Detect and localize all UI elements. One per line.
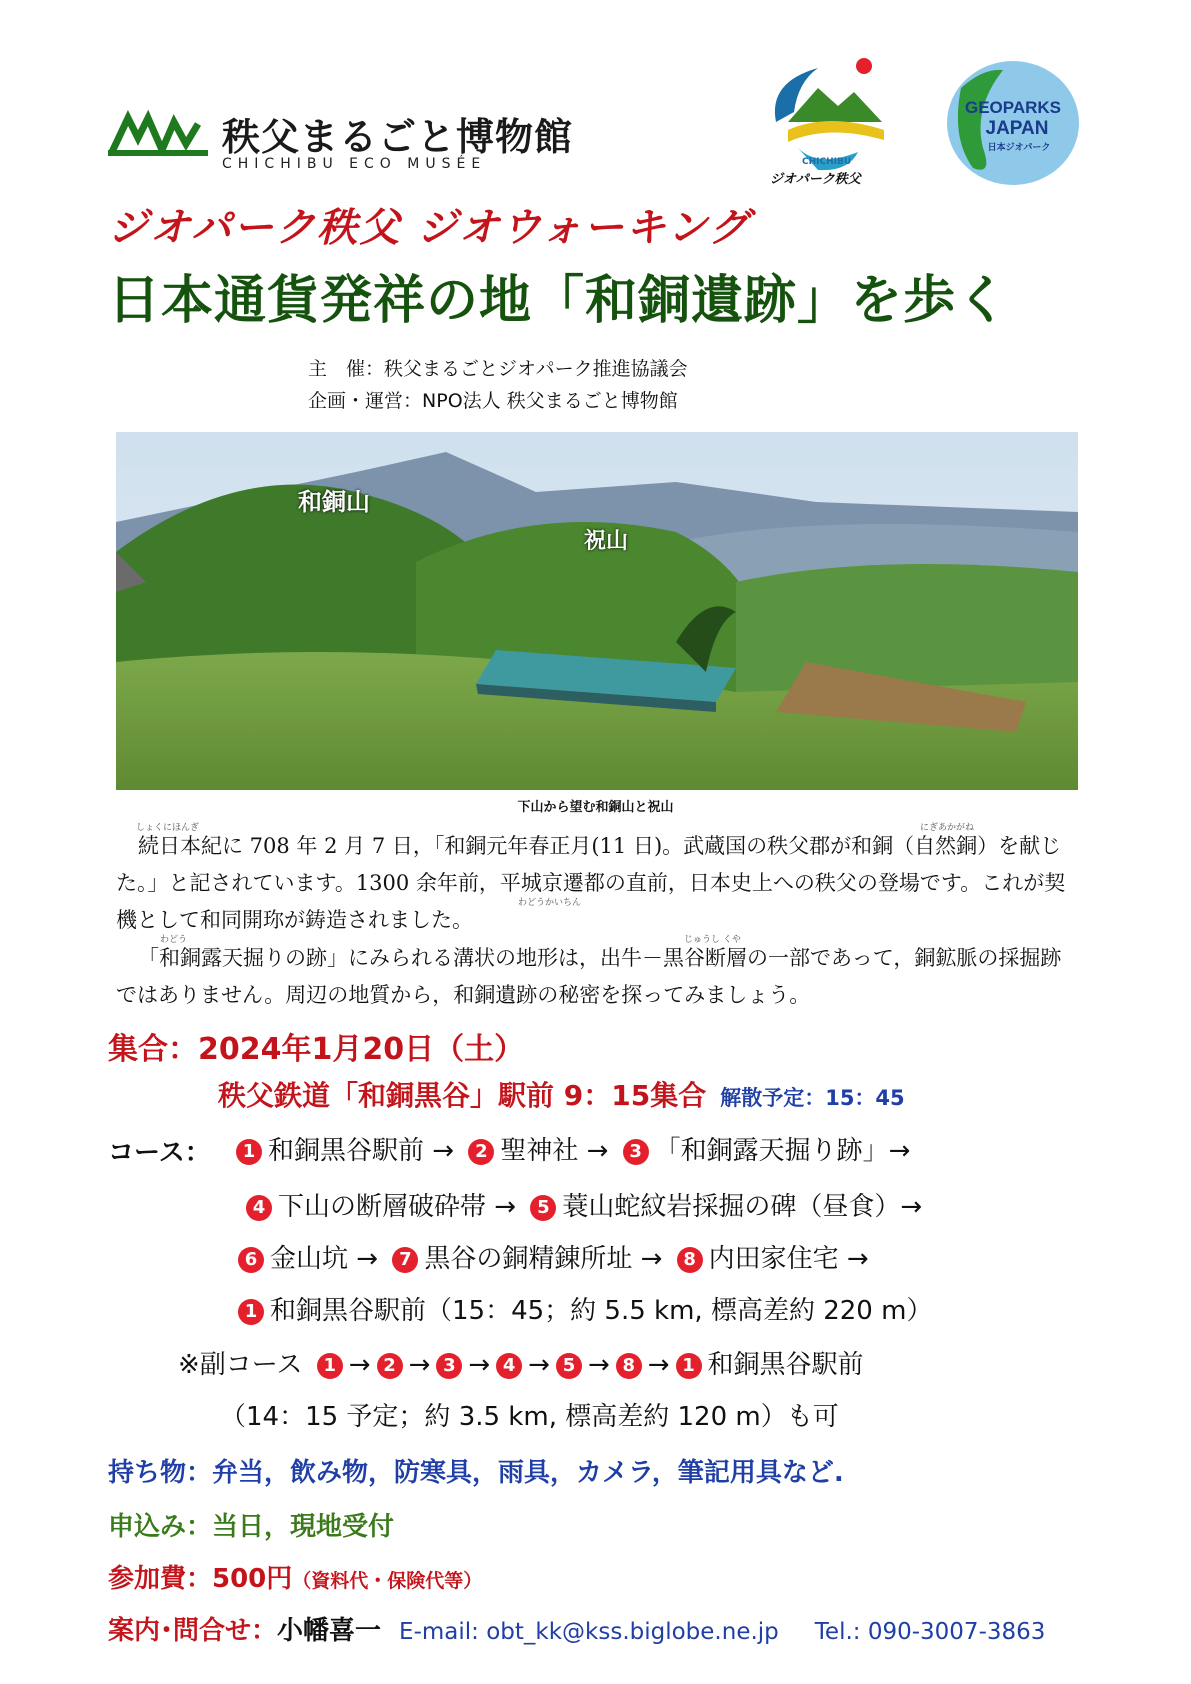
photo-caption: 下山から望む和銅山と祝山	[517, 800, 674, 815]
intro-paragraph-1: 続日本紀に 708 年 2 月 7 日，「和銅元年春正月(11 日)。武蔵国の秩父郡が和銅（自然銅）を献じた。」と記されています。1300 余年前，平城京遷都の直前，日本史上への秩父の登場です。これが契機として和同開珎が鋳造されました。	[116, 834, 1066, 932]
course-label: コース：	[108, 1138, 211, 1168]
stop-number-badge: 5	[556, 1353, 582, 1379]
fee-note: （資料代・保険代等）	[292, 1570, 483, 1592]
meeting-date: 集合：2024年1月20日（土）	[108, 1032, 525, 1067]
stop-number-badge: 1	[676, 1353, 702, 1379]
stop-label: 蓑山蛇紋岩採掘の碑（昼食）→	[562, 1192, 923, 1222]
disband-time: 解散予定：15：45	[720, 1086, 905, 1110]
stop-label: 黒谷の銅精錬所址 →	[424, 1244, 663, 1274]
sub-course-end: 和銅黒谷駅前	[707, 1350, 864, 1380]
page-title: 日本通貨発祥の地「和銅遺跡」を歩く	[108, 271, 1010, 331]
stop-number-badge: 4	[246, 1195, 272, 1221]
fee-info	[108, 1558, 482, 1595]
stop-number-badge: 1	[236, 1139, 262, 1165]
sub-course-label: ※副コース	[178, 1350, 303, 1380]
stop-number-badge: 3	[436, 1353, 462, 1379]
stop-label: 金山坑 →	[270, 1244, 379, 1274]
sub-course-detail: （14：15 予定；約 3.5 km, 標高差約 120 m）も可	[220, 1402, 839, 1432]
host-name: 秩父まるごとジオパーク推進協議会	[384, 358, 688, 380]
org-name: 秩父まるごと博物館	[222, 115, 574, 159]
ruby-wado: わどう	[160, 935, 188, 945]
ruby-jiushi-kuya: じゅうし くや	[684, 935, 741, 945]
stop-label: 和銅黒谷駅前（15：45；約 5.5 km, 標高差約 220 m）	[270, 1296, 933, 1326]
photo-label-wadosan: 和銅山	[298, 488, 370, 516]
stop-number-badge: 2	[468, 1139, 494, 1165]
stop-number-badge: 4	[496, 1353, 522, 1379]
course-row-4	[232, 1290, 932, 1327]
eco-musee-logo-icon	[108, 110, 208, 156]
meeting-place-text: 秩父鉄道「和銅黒谷」駅前 9：15集合	[218, 1079, 707, 1112]
application-info: 申込み：当日，現地受付	[108, 1512, 395, 1542]
event-subtitle: ジオパーク秩父 ジオウォーキング	[108, 205, 751, 251]
svg-text:GEOPARKS: GEOPARKS	[964, 98, 1062, 117]
stop-number-badge: 1	[317, 1353, 343, 1379]
intro-paragraph-2: 「和銅露天掘りの跡」にみられる溝状の地形は，出牛－黒谷断層の一部であって，銅鉱脈の採掘跡ではありません。周辺の地質から，和銅遺跡の秘密を探ってみましょう。	[116, 946, 1062, 1007]
ruby-nigiakagane: にぎあかがね	[920, 823, 975, 833]
stop-number-badge: 5	[530, 1195, 556, 1221]
svg-text:日本ジオパーク: 日本ジオパーク	[987, 143, 1051, 153]
landscape-photo	[116, 432, 1078, 790]
ruby-shokunihongi: しょくにほんぎ	[136, 823, 200, 833]
stop-number-badge: 6	[238, 1247, 264, 1273]
stop-label: 聖神社 →	[500, 1136, 609, 1166]
svg-text:JAPAN: JAPAN	[985, 118, 1049, 139]
stop-number-badge: 8	[616, 1353, 642, 1379]
stop-number-badge: 8	[677, 1247, 703, 1273]
stop-label: 内田家住宅 →	[708, 1244, 869, 1274]
stop-label: 和銅黒谷駅前 →	[268, 1136, 455, 1166]
svg-text:CHICHIBU: CHICHIBU	[802, 157, 852, 167]
course-row-1	[230, 1130, 910, 1167]
geoparks-japan-logo-icon	[943, 58, 1083, 188]
sub-course-row: ※副コース 1 → 2 → 3 → 4 → 5 → 8 → 1 和銅黒谷駅前	[178, 1350, 864, 1380]
stop-label: 下山の断層破砕帯 →	[278, 1192, 517, 1222]
contact-email[interactable]: E-mail: obt_kk@kss.biglobe.ne.jp	[399, 1619, 779, 1645]
stop-number-badge: 1	[238, 1299, 264, 1325]
course-row-2	[240, 1186, 922, 1223]
ruby-wadoukaichin: わどうかいちん	[518, 898, 582, 908]
geopark-caption: ジオパーク秩父	[770, 172, 861, 187]
photo-label-iwaiyama: 祝山	[584, 529, 629, 554]
plan-label: 企画・運営	[308, 390, 404, 412]
contact-label: 案内･問合せ：	[108, 1616, 278, 1646]
contact-person: 小幡喜一	[277, 1616, 382, 1646]
contact-tel[interactable]: Tel.: 090-3007-3863	[814, 1619, 1046, 1645]
contact-info	[108, 1610, 1045, 1647]
stop-number-badge: 2	[377, 1353, 403, 1379]
host-label: 主 催	[308, 358, 366, 380]
fee-amount: 参加費：500円	[108, 1564, 293, 1594]
host-line: 主 催：秩父まるごとジオパーク推進協議会	[308, 358, 688, 380]
items-to-bring: 持ち物：弁当，飲み物，防寒具，雨具，カメラ，筆記用具など.	[108, 1458, 844, 1488]
stop-label: 「和銅露天掘り跡」→	[654, 1136, 911, 1166]
stop-number-badge: 3	[623, 1139, 649, 1165]
stop-number-badge: 7	[392, 1247, 418, 1273]
org-subtitle: CHICHIBU ECO MUSÉE	[222, 156, 487, 172]
meeting-place	[218, 1074, 905, 1114]
plan-line: 企画・運営：NPO法人 秩父まるごと博物館	[308, 390, 678, 412]
course-row-3	[232, 1238, 869, 1275]
plan-name: NPO法人 秩父まるごと博物館	[422, 390, 678, 412]
